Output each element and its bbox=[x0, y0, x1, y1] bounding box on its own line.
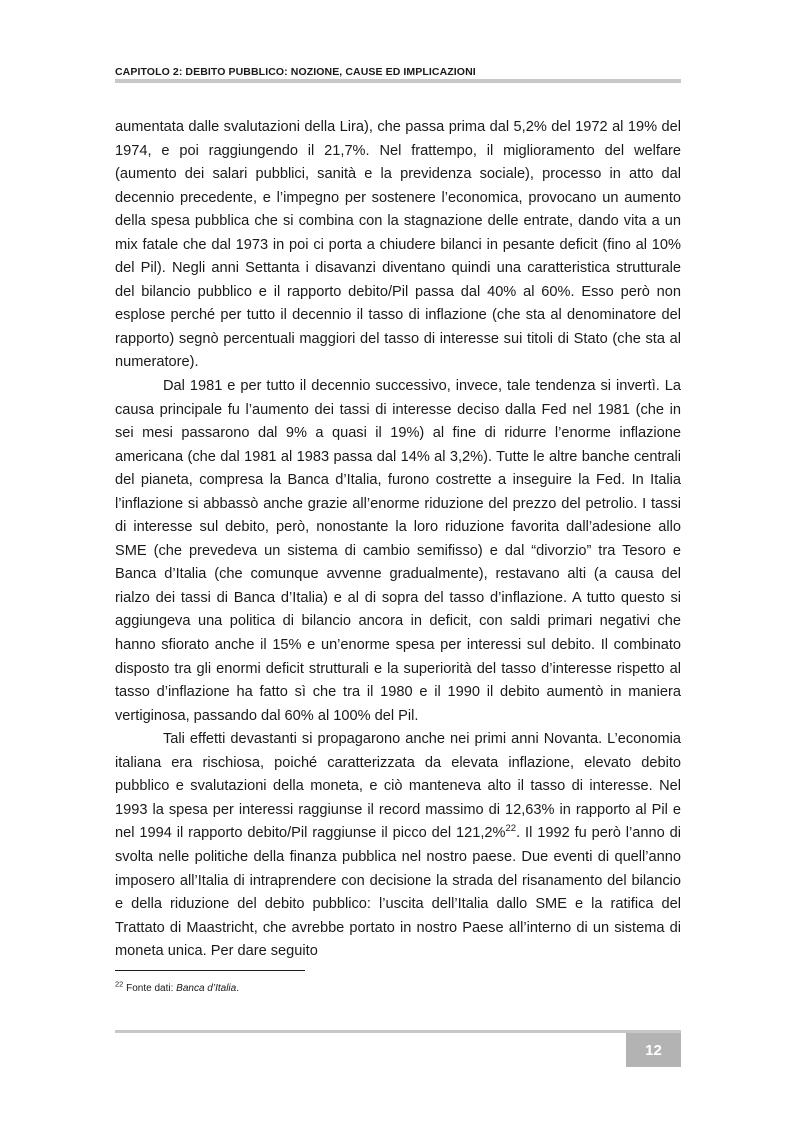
footnote-number: 22 bbox=[115, 979, 124, 989]
footnote bbox=[115, 979, 239, 995]
footnote-reference[interactable]: 22 bbox=[505, 823, 517, 835]
paragraph-3-text-a: Tali effetti devastanti si propagarono anche nei primi anni Novanta. L’economia italiana era rischiosa, poiché caratterizzata da elevata inflazione, elevato debito pubblico e svalutazioni della moneta, e ciò manteneva alto il tasso di interesse. Nel 1993 la spesa per interessi raggiunse il record massimo di 12,63% in rapporto al Pil e nel 1994 il rapporto debito/Pil raggiunse il picco del 121,2% bbox=[115, 731, 681, 842]
paragraph-2: Dal 1981 e per tutto il decennio successivo, invece, tale tendenza si invertì. La causa principale fu l’aumento dei tassi di interesse deciso dalla Fed nel 1981 (che in sei mesi passarono dal 9% a quasi il 19%) al fine di ridurre l’enorme inflazione americana (che dal 1981 al 1983 passa dal 14% al 3,2%). Tutte le altre banche centrali del pianeta, compresa la Banca d’Italia, furono costrette a inseguire la Fed. In Italia l’inflazione si abbassò anche grazie all’enorme riduzione del prezzo del petrolio. I tassi di interesse sul debito, però, nonostante la loro riduzione favorita dall’adesione allo SME (che prevedeva un sistema di cambio semifisso) e dal “divorzio” tra Tesoro e Banca d’Italia (che comunque avvenne gradualmente), restavano alti (a causa del rialzo dei tassi di Banca d’Italia) e al di sopra del tasso d’inflazione. A tutto questo si aggiungeva una politica di bilancio ancora in deficit, con saldi primari negativi che hanno sfiorato anche il 15% e un’enorme spesa per interessi sul debito. Il combinato disposto tra gli enormi deficit strutturali e la superiorità del tasso d’interesse rispetto al tasso d’inflazione ha fatto sì che tra il 1980 e il 1990 il debito aumentò in maniera vertiginosa, passando dal 60% al 100% del Pil. bbox=[115, 378, 681, 724]
main-text bbox=[115, 116, 681, 964]
paragraph-1: aumentata dalle svalutazioni della Lira), che passa prima dal 5,2% del 1972 al 19% del 1974, e poi raggiungendo il 21,7%. Nel frattempo, il miglioramento del welfare (aumento dei salari pubblici, sanità e la previdenza sociale), processo in atto dal decennio precedente, e l’impegno per sostenere l’economica, provocano un aumento della spesa pubblica che si combina con la stagnazione delle entrate, dando vita a un mix fatale che dal 1973 in poi ci porta a chiudere bilanci in pesante deficit (fino al 10% del Pil). Negli anni Settanta i disavanzi diventano quindi una caratteristica strutturale del bilancio pubblico e il rapporto debito/Pil passa dal 40% al 60%. Esso però non esplose perché per tutto il decennio il tasso di inflazione (che sta al denominatore del rapporto) segnò percentuali maggiori del tasso di interesse sui titoli di Stato (che sta al numeratore). bbox=[115, 119, 681, 371]
header-rule bbox=[115, 79, 681, 83]
footnote-source: Banca d’Italia bbox=[176, 983, 237, 994]
footnote-separator bbox=[115, 970, 305, 971]
footnote-label: Fonte dati: bbox=[126, 983, 177, 994]
footer-rule bbox=[115, 1030, 681, 1033]
footnote-end: . bbox=[236, 983, 239, 994]
running-header: CAPITOLO 2: DEBITO PUBBLICO: NOZIONE, CAUSE ED IMPLICAZIONI bbox=[115, 66, 476, 78]
page-number: 12 bbox=[626, 1033, 681, 1067]
paragraph-3-text-b: . Il 1992 fu però l’anno di svolta nelle politiche della finanza pubblica nel nostro paese. Due eventi di quell’anno imposero all’Italia di intraprendere con decisione la strada del risanamento del bilancio e della riduzione del debito pubblico: l’uscita dell’Italia dallo SME e la ratifica del Trattato di Maastricht, che avrebbe portato in nostro Paese all’interno di un sistema di moneta unica. Per dare seguito bbox=[115, 825, 681, 960]
paragraph-3 bbox=[115, 728, 681, 963]
